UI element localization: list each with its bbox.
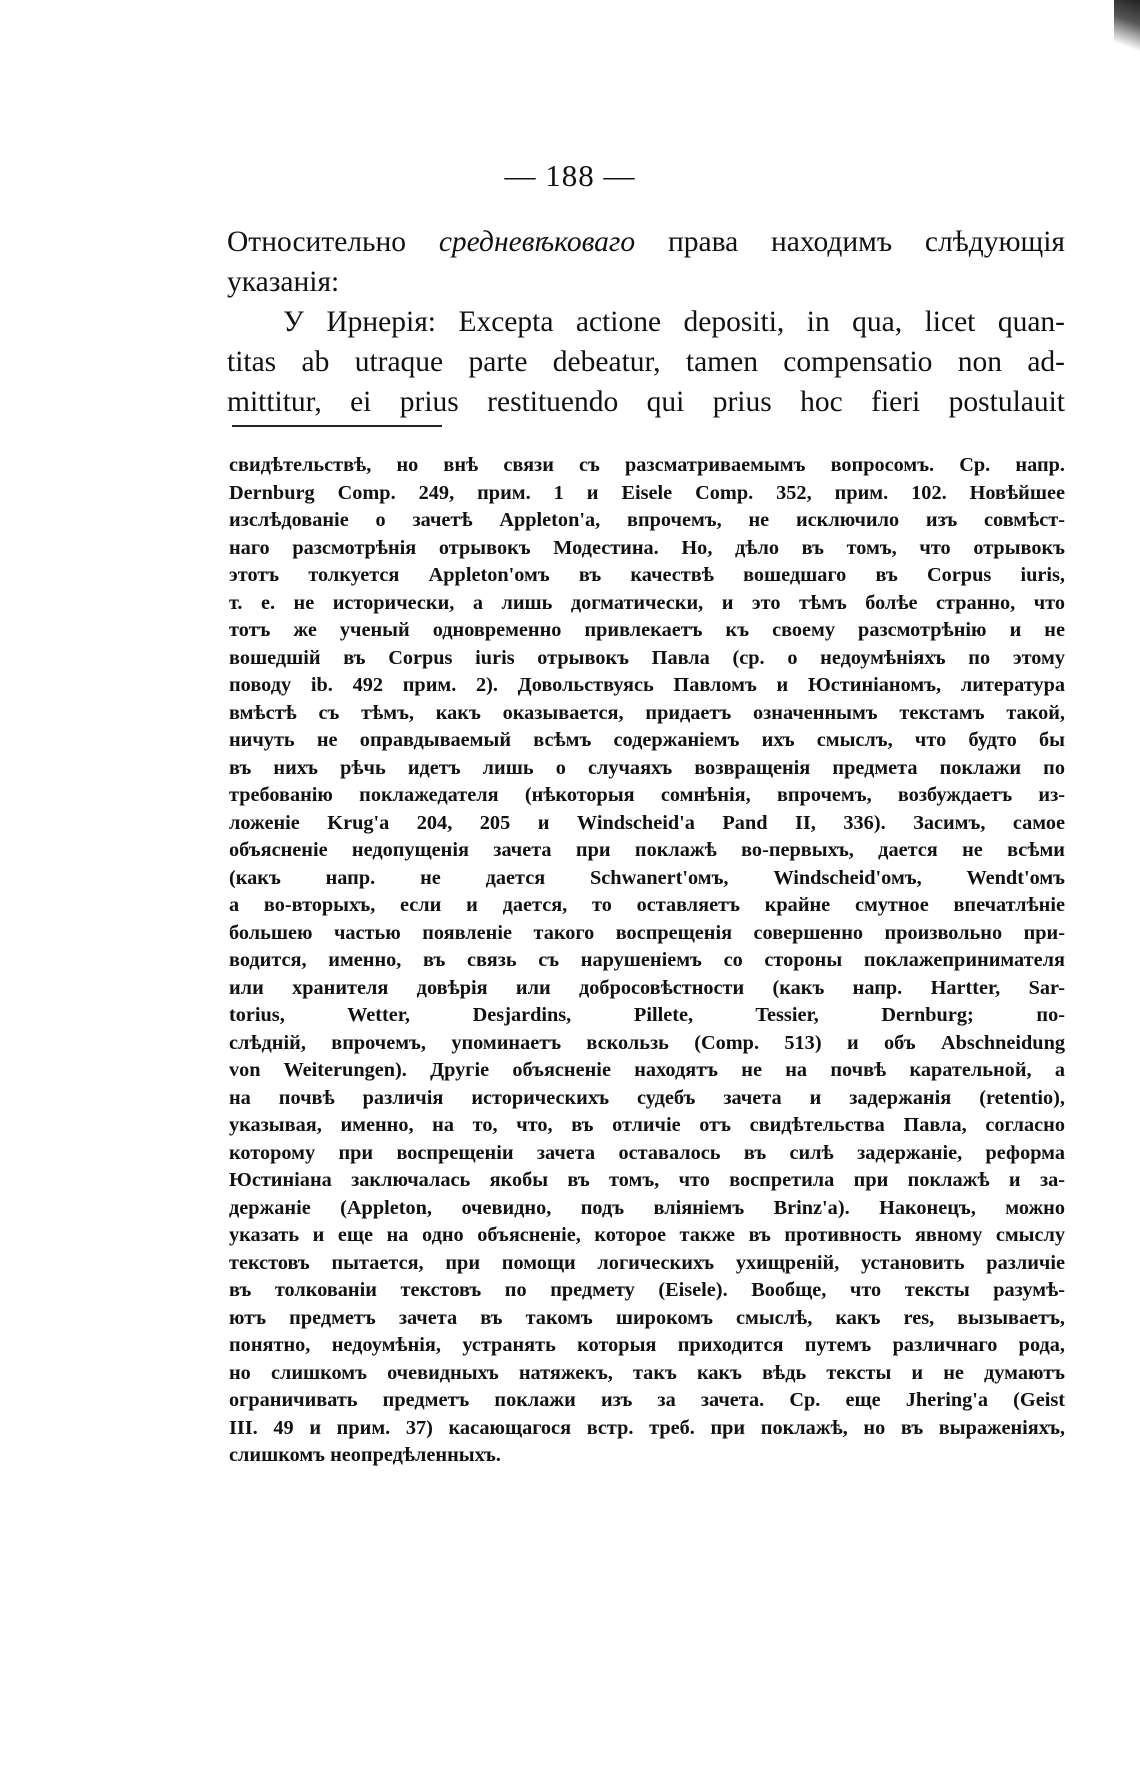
footnote-line: водится, именно, въ связь съ нарушеніемъ со стороны поклажепринимателя [229, 949, 1065, 971]
footnote-line: указывая, именно, на то, что, въ отличіе отъ свидѣтельства Павла, согласно [229, 1114, 1065, 1136]
footnote-line: которому при воспрещеніи зачета оставалось въ силѣ задержаніе, реформа [229, 1141, 1065, 1164]
footnote-line: указать и еще на одно объясненіе, которое также въ противность явному смыслу [229, 1224, 1065, 1246]
footnote-line: torius, Wetter, Desjardins, Pillete, Tessier, Dernburg; по- [229, 1004, 1065, 1026]
main-text-line: указанія: [227, 266, 340, 298]
footnote-separator [232, 425, 442, 427]
main-text-line: mittitur, ei prius restituendo qui prius hoc fieri postulauit [227, 386, 1065, 418]
footnote-line: ничуть не оправдываемый всѣмъ содержаніемъ ихъ смыслъ, что будто бы [229, 729, 1065, 751]
footnote-line: слишкомъ неопредѣленныхъ. [229, 1444, 501, 1466]
main-text-line: titas ab utraque parte debeatur, tamen compensatio non ad- [227, 346, 1065, 378]
footnote-line: слѣдній, впрочемъ, упоминаетъ вскользь (Comp. 513) и объ Abschneidung [229, 1031, 1065, 1054]
footnote-line: поводу ib. 492 прим. 2). Довольствуясь Павломъ и Юстиніаномъ, литература [229, 674, 1065, 696]
footnote-line: текстовъ пытается, при помощи логическихъ ухищреній, установить различіе [229, 1251, 1065, 1274]
footnote-line: свидѣтельствѣ, но внѣ связи съ разсматриваемымъ вопросомъ. Ср. напр. [229, 454, 1065, 476]
footnote-line: объясненіе недопущенія зачета при поклажѣ во-первыхъ, дается не всѣми [229, 839, 1065, 861]
footnote-line: понятно, недоумѣнія, устранять которыя приходится путемъ различнаго рода, [229, 1334, 1065, 1356]
footnote-line: (какъ напр. не дается Schwanert'омъ, Windscheid'омъ, Wendt'омъ [229, 866, 1065, 889]
footnote-line: требованію поклажедателя (нѣкоторыя сомнѣнія, впрочемъ, возбуждаетъ из- [229, 784, 1065, 806]
footnote-line: но слишкомъ очевидныхъ натяжекъ, такъ какъ вѣдь тексты и не думаютъ [229, 1361, 1065, 1384]
footnote-line: III. 49 и прим. 37) касающагося встр. треб. при поклажѣ, но въ выраженіяхъ, [229, 1416, 1065, 1439]
footnote-line: Dernburg Comp. 249, прим. 1 и Eisele Comp. 352, прим. 102. Новѣйшее [229, 481, 1065, 504]
footnote-line: или хранителя довѣрія или добросовѣстности (какъ напр. Hartter, Sar- [229, 976, 1065, 999]
footnote-line: на почвѣ различія историческихъ судебъ зачета и задержанія (retentio), [229, 1086, 1065, 1109]
main-text-line: Относительно средневѣковаго права находимъ слѣдующія [227, 226, 1065, 258]
footnote-line: держаніе (Appleton, очевидно, подъ вліяніемъ Brinz'a). Наконецъ, можно [229, 1196, 1065, 1219]
footnote-line: т. е. не исторически, а лишь догматически, и это тѣмъ болѣе странно, что [229, 591, 1065, 614]
footnote [229, 452, 1065, 1470]
footnote-line: вмѣстѣ съ тѣмъ, какъ оказывается, придаетъ означеннымъ текстамъ такой, [229, 701, 1065, 724]
main-text-line: У Ирнерія: Excepta actione depositi, in qua, licet quan- [283, 306, 1065, 338]
footnote-line: а во-вторыхъ, если и дается, то оставляетъ крайне смутное впечатлѣніе [229, 894, 1065, 916]
emphasized-term: средневѣковаго [438, 226, 636, 258]
footnote-line: изслѣдованіе о зачетѣ Appleton'a, впрочемъ, не исключило изъ совмѣст- [229, 509, 1065, 531]
footnote-line: въ нихъ рѣчь идетъ лишь о случаяхъ возвращенія предмета поклажи по [229, 756, 1065, 779]
footnote-line: вошедшій въ Corpus iuris отрывокъ Павла (ср. о недоумѣніяхъ по этому [229, 646, 1065, 669]
footnote-line: Юстиніана заключалась якобы въ томъ, что воспретила при поклажѣ и за- [229, 1169, 1065, 1191]
main-text [227, 222, 1065, 422]
footnote-line: этотъ толкуется Appleton'омъ въ качествѣ вошедшаго въ Corpus iuris, [229, 564, 1065, 586]
footnote-line: ютъ предметъ зачета въ такомъ широкомъ смыслѣ, какъ res, вызываетъ, [229, 1306, 1065, 1329]
footnote-line: тотъ же ученый одновременно привлекаетъ къ своему разсмотрѣнію и не [229, 619, 1065, 641]
footnote-line: ограничивать предметъ поклажи изъ за зачета. Ср. еще Jhering'a (Geist [229, 1389, 1065, 1411]
footnote-line: большею частью появленіе такого воспрещенія совершенно произвольно при- [229, 921, 1065, 944]
footnote-line: ложеніе Krug'a 204, 205 и Windscheid'a Pand II, 336). Засимъ, самое [229, 811, 1065, 834]
footnote-line: von Weiterungen). Другіе объясненіе находятъ не на почвѣ карательной, а [229, 1059, 1065, 1081]
footnote-line: въ толкованіи текстовъ по предмету (Eisele). Вообще, что тексты разумѣ- [229, 1279, 1065, 1301]
footnote-line: наго разсмотрѣнія отрывокъ Модестина. Но, дѣло въ томъ, что отрывокъ [229, 536, 1065, 559]
scan-edge-mark [1114, 0, 1140, 60]
page-number: — 188 — [504, 158, 636, 193]
